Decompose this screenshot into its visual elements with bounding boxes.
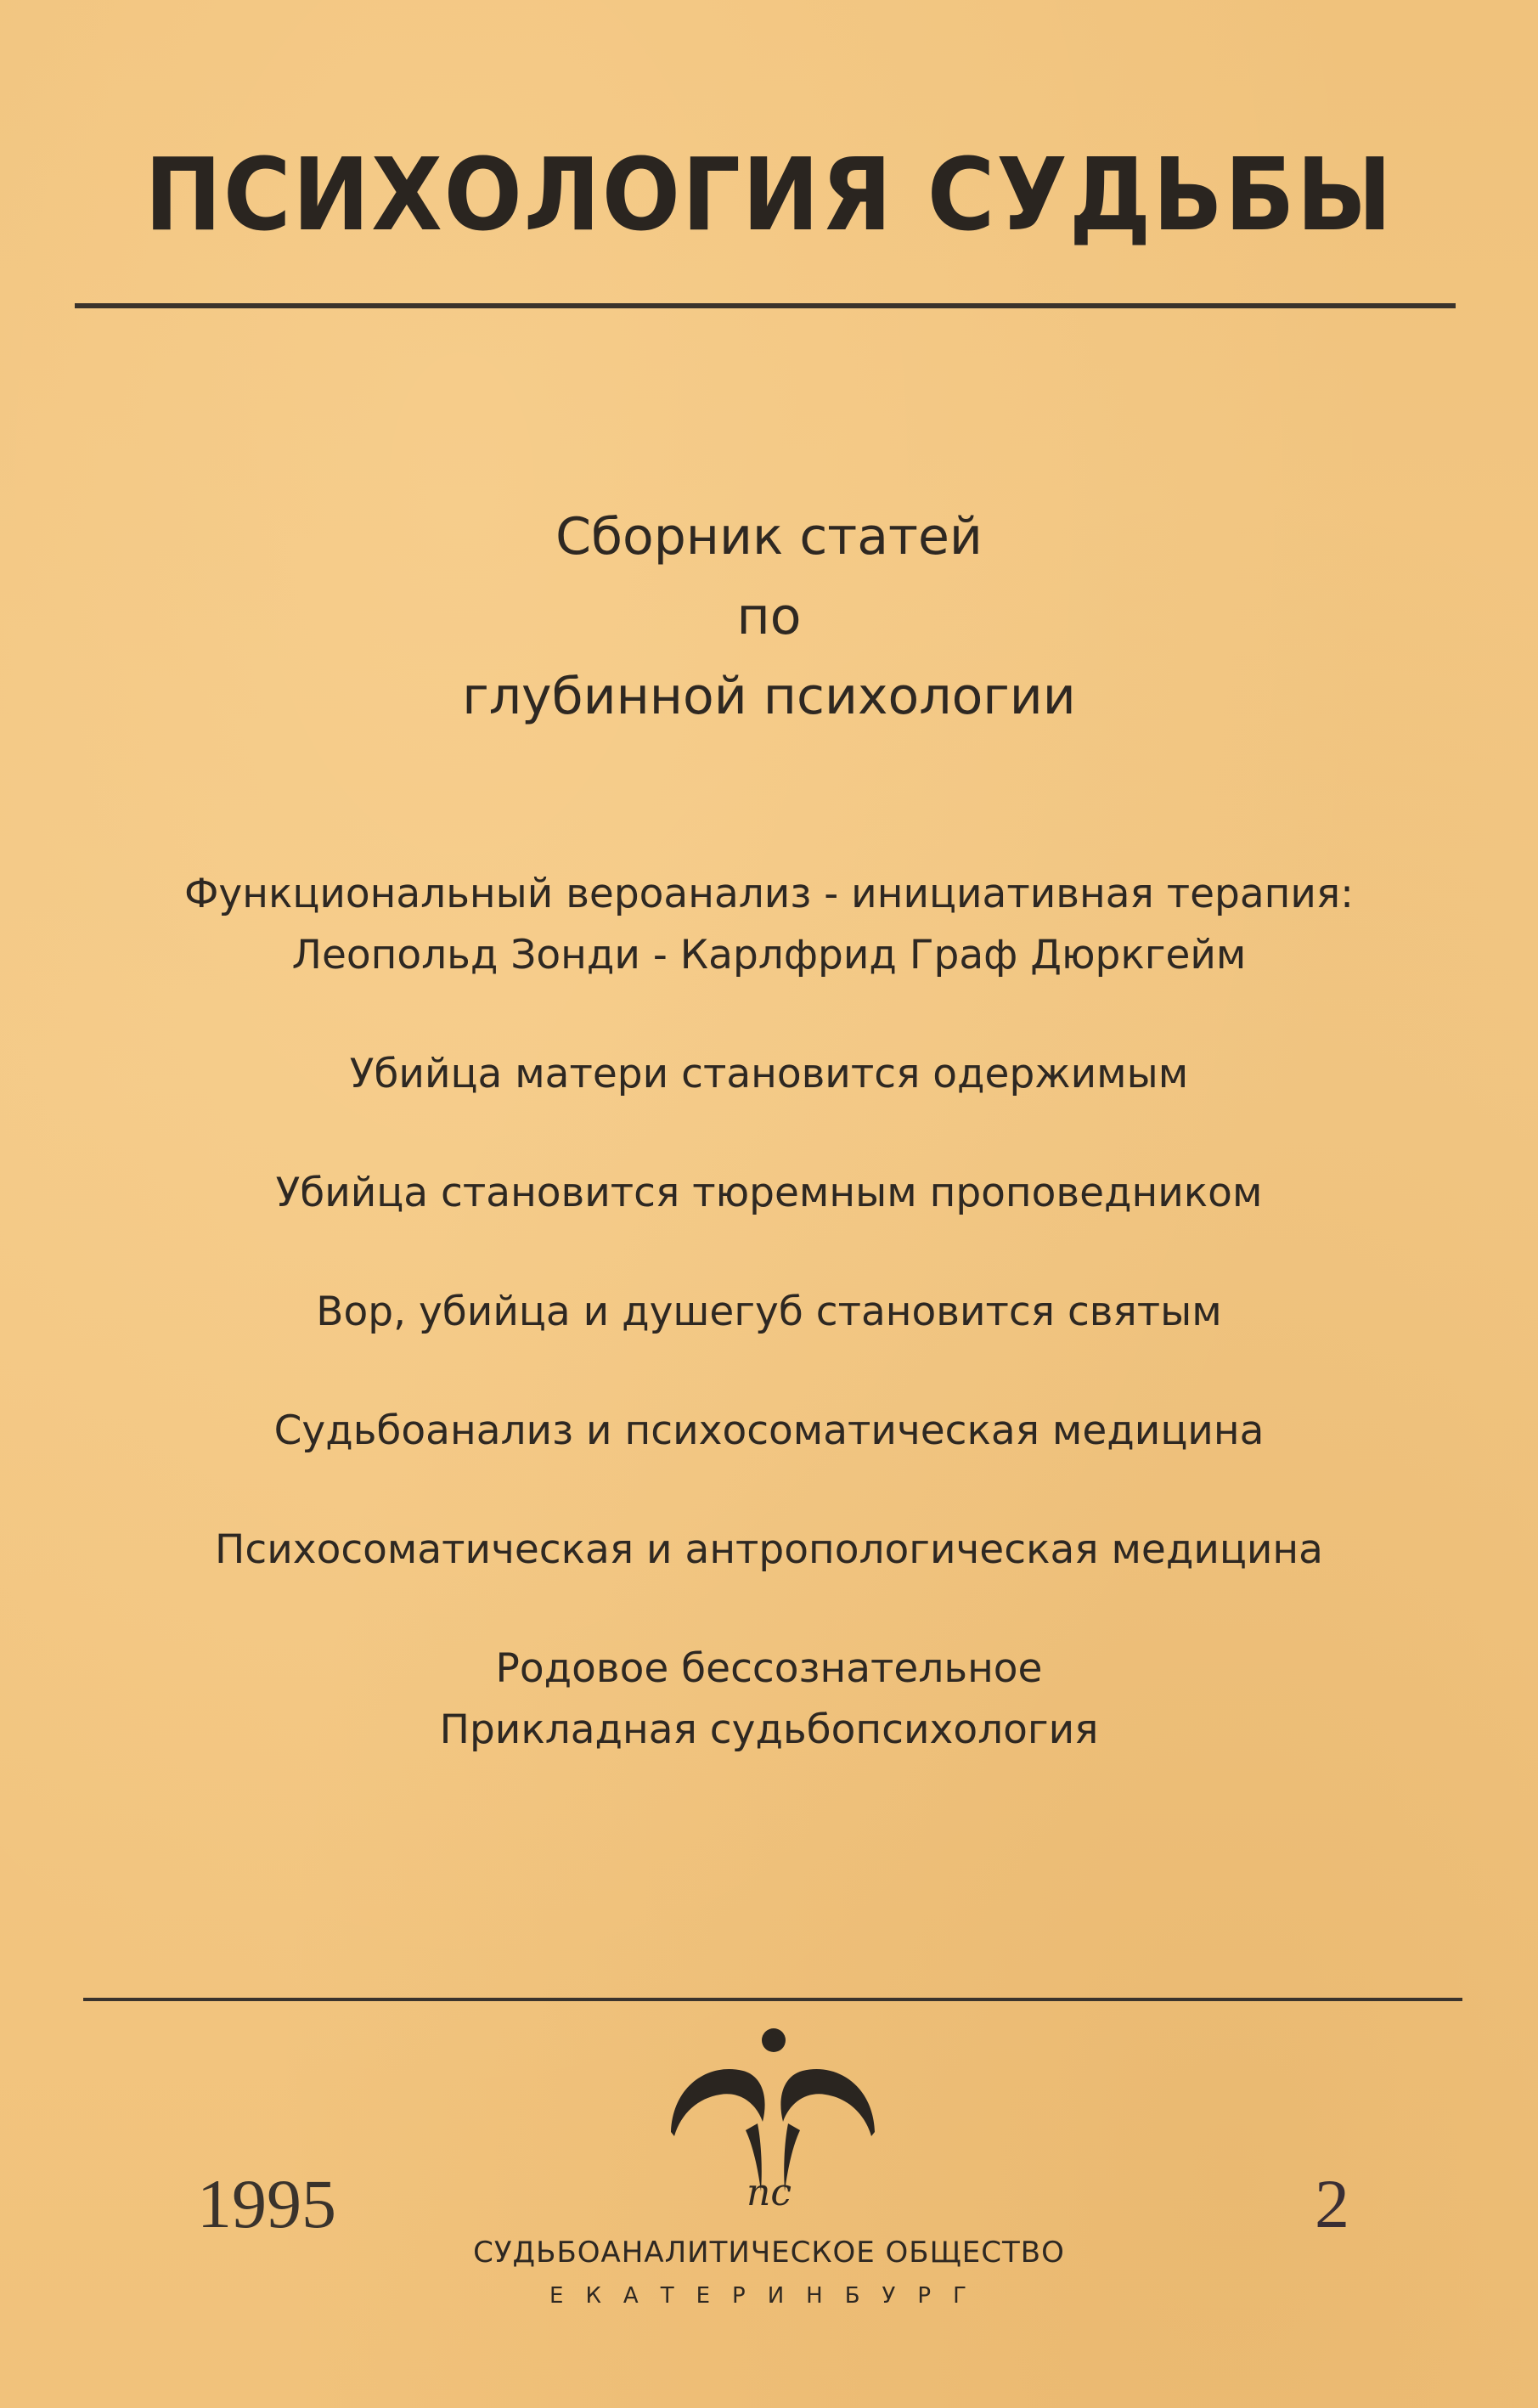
contents-entry: Убийца становится тюремным проповедником xyxy=(275,1170,1263,1216)
publisher-city: ЕКАТЕРИНБУРГ xyxy=(549,2283,989,2309)
subtitle-line: Сборник статей xyxy=(555,507,983,567)
publisher-name: СУДЬБОАНАЛИТИЧЕСКОЕ ОБЩЕСТВО xyxy=(473,2236,1065,2270)
subtitle-line: по xyxy=(736,587,802,646)
publication-year: 1995 xyxy=(197,2165,336,2242)
publisher-monogram: пс xyxy=(746,2171,792,2214)
contents-entry: Родовое бессознательное xyxy=(495,1645,1043,1692)
contents-entry: Психосоматическая и антропологическая медицина xyxy=(215,1526,1323,1573)
contents-entry: Убийца матери становится одержимым xyxy=(349,1051,1189,1097)
contents-entry: Судьбоанализ и психосоматическая медицина xyxy=(273,1407,1265,1454)
contents-entry: Функциональный вероанализ - инициативная терапия: xyxy=(183,871,1355,917)
top-divider xyxy=(75,303,1456,308)
cover-title: ПСИХОЛОГИЯ СУДЬБЫ xyxy=(144,136,1394,253)
cover-subtitle xyxy=(0,497,1538,736)
contents-entry: Леопольд Зонди - Карлфрид Граф Дюркгейм xyxy=(291,932,1247,978)
bottom-divider xyxy=(83,1998,1462,2001)
contents-entry: Прикладная судьбопсихология xyxy=(439,1706,1099,1753)
contents-entry: Вор, убийца и душегуб становится святым xyxy=(316,1289,1222,1335)
subtitle-line: глубинной психологии xyxy=(462,667,1076,726)
issue-number: 2 xyxy=(1315,2165,1349,2242)
contents-list xyxy=(0,864,1538,1761)
